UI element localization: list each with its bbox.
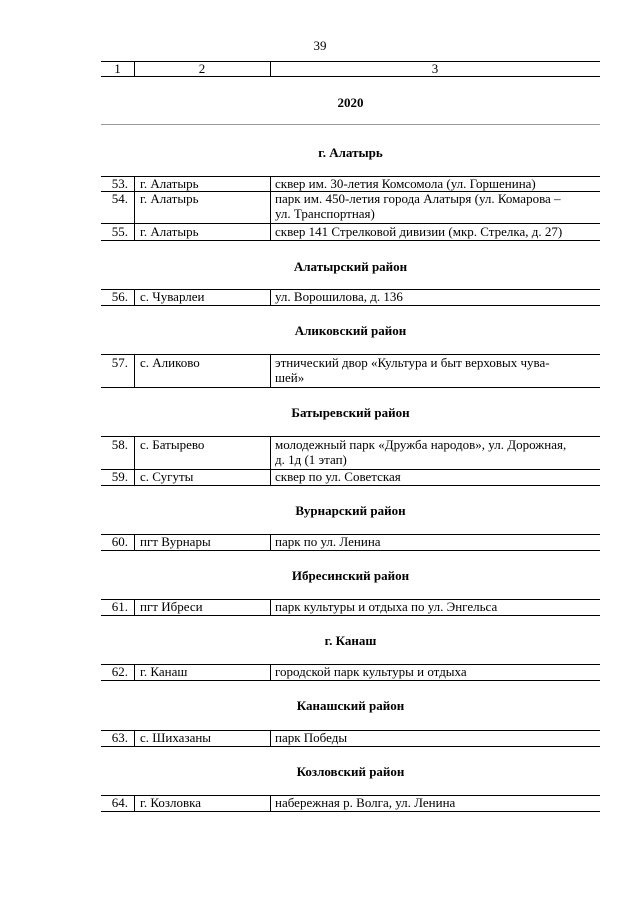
row-border <box>101 240 600 241</box>
row-62-place: г. Канаш <box>140 664 188 679</box>
row-61-place: пгт Ибреси <box>140 599 203 614</box>
col-divider <box>134 289 135 305</box>
col-divider <box>270 289 271 305</box>
row-60-desc: парк по ул. Ленина <box>275 534 381 549</box>
row-59-place: с. Сугуты <box>140 469 194 484</box>
header-col-3: 3 <box>431 61 439 76</box>
row-border <box>101 615 600 616</box>
row-54-place: г. Алатырь <box>140 191 199 206</box>
section-kozlovka-district: Козловский район <box>296 764 405 779</box>
row-55-num: 55. <box>111 224 128 239</box>
row-54-desc-line2: ул. Транспортная) <box>275 206 375 221</box>
section-alatyr-district: Алатырский район <box>293 259 408 274</box>
section-ibresi-district: Ибресинский район <box>291 568 410 583</box>
row-border <box>101 680 600 681</box>
row-62-desc: городской парк культуры и отдыха <box>275 664 467 679</box>
row-border <box>101 305 600 306</box>
col-divider <box>134 354 135 387</box>
row-64-place: г. Козловка <box>140 795 202 810</box>
row-53-desc: сквер им. 30-летия Комсомола (ул. Горшенина) <box>275 176 536 191</box>
row-57-place: с. Аликово <box>140 355 200 370</box>
section-kanash-city: г. Канаш <box>324 633 377 648</box>
section-alikovo-district: Аликовский район <box>294 323 407 338</box>
page-number: 39 <box>313 38 327 53</box>
row-56-place: с. Чуварлеи <box>140 289 205 304</box>
row-61-num: 61. <box>111 599 128 614</box>
col-divider <box>134 534 135 550</box>
row-64-desc: набережная р. Волга, ул. Ленина <box>275 795 456 810</box>
year-separator <box>101 124 600 125</box>
row-56-num: 56. <box>111 289 128 304</box>
row-60-place: пгт Вурнары <box>140 534 211 549</box>
row-57-desc-line1: этнический двор «Культура и быт верховых чува- <box>275 355 550 370</box>
row-58-desc-line2: д. 1д (1 этап) <box>275 452 347 467</box>
col-divider <box>270 599 271 615</box>
header-bottom-border <box>101 76 600 77</box>
col-divider <box>270 730 271 746</box>
col-divider <box>270 795 271 811</box>
row-56-desc: ул. Ворошилова, д. 136 <box>275 289 403 304</box>
col-divider <box>134 176 135 240</box>
row-55-place: г. Алатырь <box>140 224 199 239</box>
row-59-num: 59. <box>111 469 128 484</box>
col-divider <box>134 664 135 680</box>
col-divider <box>270 176 271 240</box>
row-57-num: 57. <box>111 355 128 370</box>
year-heading: 2020 <box>337 95 364 110</box>
col-divider <box>270 436 271 485</box>
col-divider <box>134 795 135 811</box>
row-58-place: с. Батырево <box>140 437 205 452</box>
col-divider <box>134 730 135 746</box>
row-53-place: г. Алатырь <box>140 176 199 191</box>
col-divider <box>270 534 271 550</box>
header-col-2: 2 <box>198 61 206 76</box>
row-61-desc: парк культуры и отдыха по ул. Энгельса <box>275 599 498 614</box>
row-62-num: 62. <box>111 664 128 679</box>
row-54-desc-line1: парк им. 450-летия города Алатыря (ул. Комарова – <box>275 191 561 206</box>
row-55-desc: сквер 141 Стрелковой дивизии (мкр. Стрелка, д. 27) <box>275 224 563 239</box>
row-59-desc: сквер по ул. Советская <box>275 469 401 484</box>
row-border <box>101 485 600 486</box>
row-57-desc-line2: шей» <box>275 370 305 385</box>
row-60-num: 60. <box>111 534 128 549</box>
row-63-place: с. Шихазаны <box>140 730 212 745</box>
section-batyrevo-district: Батыревский район <box>291 405 410 420</box>
row-border <box>101 550 600 551</box>
col-divider <box>134 599 135 615</box>
row-border <box>101 811 600 812</box>
row-58-num: 58. <box>111 437 128 452</box>
col-divider <box>270 664 271 680</box>
row-border <box>101 746 600 747</box>
row-63-desc: парк Победы <box>275 730 348 745</box>
col-divider <box>270 354 271 387</box>
row-64-num: 64. <box>111 795 128 810</box>
col-divider <box>134 436 135 485</box>
section-alatyr-city: г. Алатырь <box>318 145 383 160</box>
row-54-num: 54. <box>111 191 128 206</box>
row-53-num: 53. <box>111 176 128 191</box>
header-col-1: 1 <box>114 61 121 76</box>
section-kanash-district: Канашский район <box>296 698 405 713</box>
row-58-desc-line1: молодежный парк «Дружба народов», ул. Дорожная, <box>275 437 567 452</box>
row-border <box>101 387 600 388</box>
section-vurnary-district: Вурнарский район <box>295 503 406 518</box>
row-63-num: 63. <box>111 730 128 745</box>
